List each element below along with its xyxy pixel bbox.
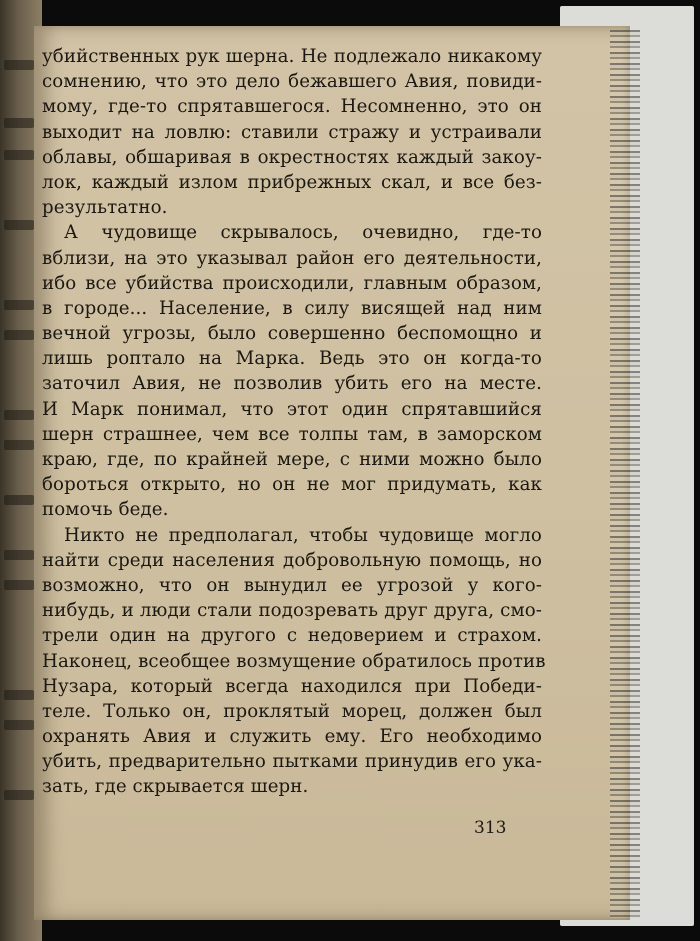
text-line: вечной угрозы, было совершенно беспомощно и <box>42 323 542 345</box>
text-line: краю, где, по крайней мере, с ними можно было <box>42 449 542 470</box>
page-text <box>42 44 546 800</box>
text-line: Наконец, всеобщее возмущение обратилось против <box>42 650 546 672</box>
paragraph-3 <box>42 523 546 800</box>
text-line: мому, где-то спрятавшегося. Несомненно, это он <box>42 96 542 118</box>
text-line: зать, где скрывается шерн. <box>42 776 309 798</box>
text-line: ибо все убийства происходили, главным образом, <box>42 272 542 294</box>
text-line: результатно. <box>42 197 168 219</box>
text-line: охранять Авия и служить ему. Его необходимо <box>42 726 542 748</box>
text-line: убить, предварительно пытками принудив его ука- <box>42 751 542 773</box>
text-line: в городе... Население, в силу висящей над ним <box>42 297 542 319</box>
text-line: шерн страшнее, чем все толпы там, в заморском <box>42 423 542 445</box>
text-line: лишь роптало на Марка. Ведь это он когда-то <box>42 348 542 370</box>
text-line: помочь беде. <box>42 499 169 521</box>
text-line: сомнению, что это дело бежавшего Авия, повиди- <box>42 71 542 93</box>
text-line: вблизи, на это указывал район его деятельности, <box>42 247 542 269</box>
text-line: бороться открыто, но он не мог придумать, как <box>42 474 542 496</box>
text-line: убийственных рук шерна. Не подлежало никакому <box>42 46 542 67</box>
text-line: Нузара, который всегда находился при Победи- <box>42 675 542 697</box>
text-line: И Марк понимал, что этот один спрятавшийся <box>42 398 542 420</box>
text-line: А чудовище скрывалось, очевидно, где-то <box>64 222 542 244</box>
text-line: облавы, обшаривая в окрестностях каждый закоу- <box>42 146 542 168</box>
text-line: трели один на другого с недоверием и страхом. <box>42 625 542 647</box>
paragraph-1 <box>42 44 542 220</box>
paragraph-2 <box>42 220 542 522</box>
text-line: нибудь, и люди стали подозревать друг друга, смо- <box>42 600 542 622</box>
text-line: возможно, что он вынудил ее угрозой у кого- <box>42 574 542 596</box>
text-line: Никто не предполагал, чтобы чудовище могло <box>64 524 542 546</box>
text-line: лок, каждый излом прибрежных скал, и все без- <box>42 171 542 193</box>
text-line: теле. Только он, проклятый морец, должен был <box>42 700 542 722</box>
text-line: заточил Авия, не позволив убить его на месте. <box>42 373 542 395</box>
page-stack-edge <box>610 30 640 918</box>
page-number: 313 <box>474 818 507 838</box>
text-line: найти среди населения добровольную помощь, но <box>42 549 542 571</box>
text-line: выходит на ловлю: ставили стражу и устраивали <box>42 121 542 143</box>
